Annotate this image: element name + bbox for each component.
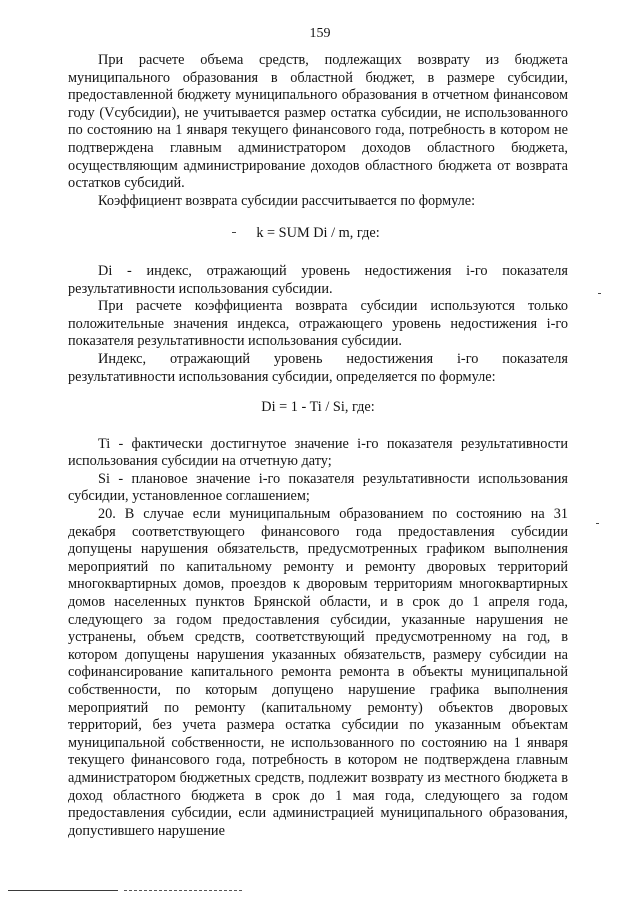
formula-di: Di = 1 - Ti / Si, где: [261, 399, 375, 416]
document-body [68, 52, 568, 840]
scan-speck [596, 523, 599, 524]
paragraph-return-volume: При расчете объема средств, подлежащих возврату из бюджета муниципального образования в областной бюджет, в размере субсидии, предоставленной бюджету муниципального образования в отчетном финансовом году (Vсубсидии), не учитывается размер остатка субсидии, не использованного по состоянию на 1 января текущего финансового года, потребность в котором не подтверждена главным администратором доходов областного бюджета, осуществляющим администрирование доходов областного бюджета от возврата остатков субсидий. [68, 52, 568, 192]
scan-speck [232, 232, 236, 233]
paragraph-index-intro: Индекс, отражающий уровень недостижения i-го показателя результативности использования субсидии, определяется по формуле: [68, 350, 568, 385]
paragraph-positive-values: При расчете коэффициента возврата субсидии используются только положительные значения индекса, отражающего уровень недостижения i-го показателя результативности использования субсидии. [68, 298, 568, 350]
paragraph-clause-20: 20. В случае если муниципальным образованием по состоянию на 31 декабря соответствующего финансового года предоставления субсидии допущены нарушения обязательств, предусмотренных графиком выполнения мероприятий по капитальному ремонту и ремонту дворовых территорий многоквартирных домов, проездов к дворовым территориям многоквартирных домов населенных пунктов Брянской области, и в срок до 1 апреля года, следующего за годом предоставления субсидии, указанные нарушения не устранены, объем средств, соответствующий предусмотренному на год, в котором допущены нарушения указанных обязательств, размеру субсидии на софинансирование капитального ремонта ремонта в объекты муниципальной собственности, по которым допущено нарушение графика выполнения мероприятий по ремонту (капитальному ремонту) объектов дворовых территорий, без учета размера остатка субсидии по указанным объектам муниципальной собственности, не использованного по состоянию на 1 января текущего финансового года, потребность в котором не подтверждена главным администратором бюджетных средств, подлежит возврату из местного бюджета в доход областного бюджета в срок до 1 мая года, следующего за годом предоставления субсидии, если администрацией муниципального образования, допустившего нарушение [68, 506, 568, 839]
paragraph-di-definition: Di - индекс, отражающий уровень недостижения i-го показателя результативности использования субсидии. [68, 262, 568, 297]
footer-rule [8, 890, 118, 891]
paragraph-coefficient-intro: Коэффициент возврата субсидии рассчитывается по формуле: [98, 192, 476, 209]
paragraph-ti-definition: Ti - фактически достигнутое значение i-го показателя результативности использования субсидии на отчетную дату; [68, 435, 568, 470]
page-number: 159 [309, 26, 331, 41]
footer-rule-dashed [124, 890, 242, 891]
scan-speck [598, 293, 601, 294]
formula-k: k = SUM Di / m, где: [256, 225, 380, 242]
paragraph-si-definition: Si - плановое значение i-го показателя результативности использования субсидии, установленное соглашением; [68, 470, 568, 505]
